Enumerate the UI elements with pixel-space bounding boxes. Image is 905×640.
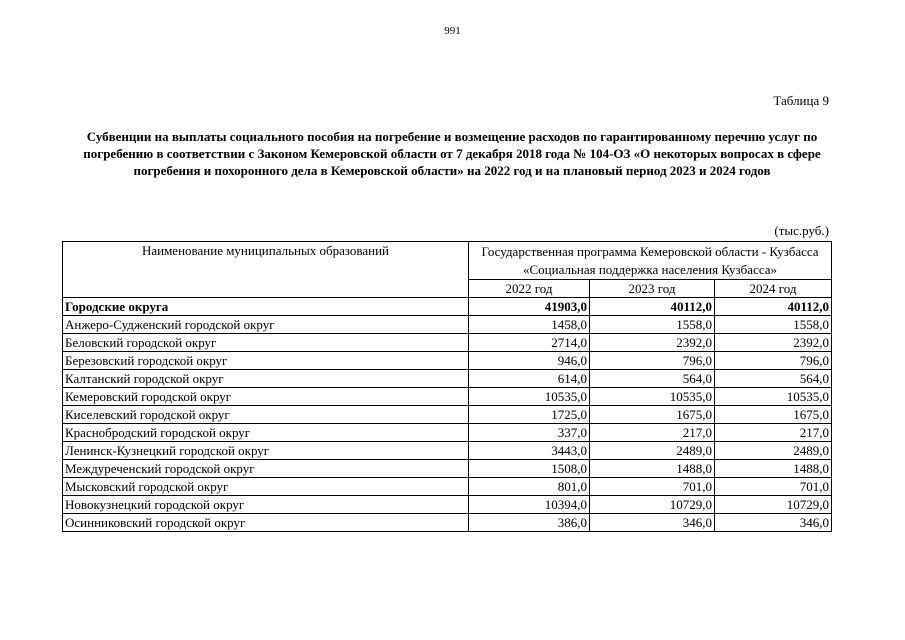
subsidy-table — [62, 241, 832, 532]
row-value: 10535,0 — [469, 388, 590, 406]
row-value: 796,0 — [715, 352, 832, 370]
column-header-name: Наименование муниципальных образований — [63, 242, 469, 298]
column-header-year: 2022 год — [469, 280, 590, 298]
row-value: 796,0 — [590, 352, 715, 370]
row-value: 2489,0 — [715, 442, 832, 460]
table-row — [63, 424, 832, 442]
table-row — [63, 406, 832, 424]
row-name: Осинниковский городской округ — [63, 514, 469, 532]
row-value: 2392,0 — [715, 334, 832, 352]
row-value: 1725,0 — [469, 406, 590, 424]
table-row — [63, 370, 832, 388]
row-value: 701,0 — [715, 478, 832, 496]
document-title: Субвенции на выплаты социального пособия на погребение и возмещение расходов по гарантированному перечню услуг по погребению в соответствии с Законом Кемеровской области от 7 декабря 2018 года № 104-ОЗ «О некоторых вопросах в сфере погребения и похоронного дела в Кемеровской области» на 2022 год и на плановый период 2023 и 2024 годов — [83, 129, 821, 178]
row-value: 946,0 — [469, 352, 590, 370]
row-name: Калтанский городской округ — [63, 370, 469, 388]
table-row — [63, 388, 832, 406]
row-name: Новокузнецкий городской округ — [63, 496, 469, 514]
row-value: 1508,0 — [469, 460, 590, 478]
table-row — [63, 316, 832, 334]
row-value: 10535,0 — [715, 388, 832, 406]
row-value: 217,0 — [590, 424, 715, 442]
row-value: 801,0 — [469, 478, 590, 496]
row-name: Березовский городской округ — [63, 352, 469, 370]
table-row — [63, 460, 832, 478]
column-header-year: 2024 год — [715, 280, 832, 298]
row-value: 2489,0 — [590, 442, 715, 460]
row-value: 2714,0 — [469, 334, 590, 352]
row-value: 564,0 — [715, 370, 832, 388]
table-row — [63, 334, 832, 352]
table-row — [63, 478, 832, 496]
row-value: 1458,0 — [469, 316, 590, 334]
row-value: 10394,0 — [469, 496, 590, 514]
units-label: (тыс.руб.) — [774, 223, 829, 238]
row-value: 1558,0 — [715, 316, 832, 334]
row-name: Ленинск-Кузнецкий городской округ — [63, 442, 469, 460]
table-row — [63, 352, 832, 370]
column-header-program: Государственная программа Кемеровской области - Кузбасса «Социальная поддержка населения Кузбасса» — [469, 242, 832, 280]
row-value: 40112,0 — [590, 298, 715, 316]
row-name: Анжеро-Судженский городской округ — [63, 316, 469, 334]
row-name: Беловский городской округ — [63, 334, 469, 352]
table-row-total — [63, 298, 832, 316]
row-value: 1675,0 — [715, 406, 832, 424]
row-value: 40112,0 — [715, 298, 832, 316]
row-value: 346,0 — [715, 514, 832, 532]
column-header-year: 2023 год — [590, 280, 715, 298]
row-value: 614,0 — [469, 370, 590, 388]
row-value: 10729,0 — [590, 496, 715, 514]
row-value: 337,0 — [469, 424, 590, 442]
row-value: 2392,0 — [590, 334, 715, 352]
row-value: 701,0 — [590, 478, 715, 496]
row-value: 217,0 — [715, 424, 832, 442]
row-value: 346,0 — [590, 514, 715, 532]
row-value: 41903,0 — [469, 298, 590, 316]
row-value: 386,0 — [469, 514, 590, 532]
row-name: Кемеровский городской округ — [63, 388, 469, 406]
row-value: 3443,0 — [469, 442, 590, 460]
row-name: Мысковский городской округ — [63, 478, 469, 496]
row-name: Городские округа — [63, 298, 469, 316]
page-number: 991 — [444, 25, 461, 37]
row-name: Междуреченский городской округ — [63, 460, 469, 478]
row-value: 1488,0 — [715, 460, 832, 478]
table-row — [63, 496, 832, 514]
table-label: Таблица 9 — [773, 93, 829, 108]
row-value: 10729,0 — [715, 496, 832, 514]
row-value: 1675,0 — [590, 406, 715, 424]
table-row — [63, 514, 832, 532]
row-value: 10535,0 — [590, 388, 715, 406]
row-value: 1558,0 — [590, 316, 715, 334]
row-value: 564,0 — [590, 370, 715, 388]
row-value: 1488,0 — [590, 460, 715, 478]
table-row — [63, 442, 832, 460]
row-name: Краснобродский городской округ — [63, 424, 469, 442]
row-name: Киселевский городской округ — [63, 406, 469, 424]
